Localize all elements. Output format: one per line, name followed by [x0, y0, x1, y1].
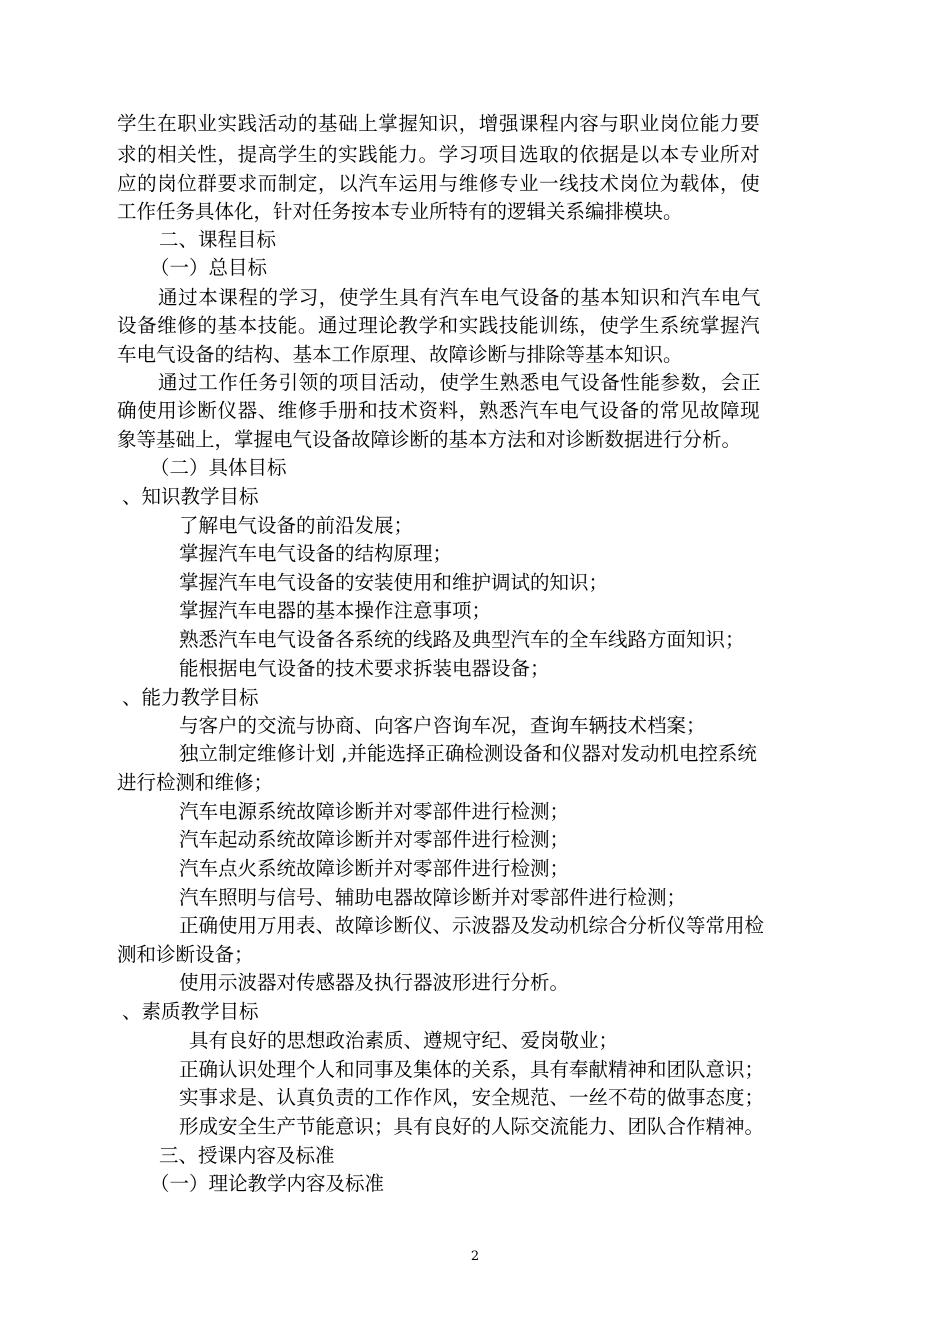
list-item: 形成安全生产节能意识；具有良好的人际交流能力、团队合作精神。: [179, 1115, 765, 1138]
list-item: 掌握汽车电气设备的安装使用和维护调试的知识；: [179, 571, 609, 594]
list-item: 了解电气设备的前沿发展；: [179, 514, 414, 537]
list-item: 与客户的交流与协商、向客户咨询车况，查询车辆技术档案；: [179, 714, 706, 737]
body-text-line: 通过本课程的学习，使学生具有汽车电气设备的基本知识和汽车电气: [158, 286, 762, 309]
section-heading: 三、授课内容及标准: [159, 1144, 335, 1167]
body-text-line: 象等基础上，掌握电气设备故障诊断的基本方法和对诊断数据进行分析。: [117, 428, 742, 451]
list-item: 掌握汽车电器的基本操作注意事项；: [179, 599, 492, 622]
body-text-line: 通过工作任务引领的项目活动，使学生熟悉电气设备性能参数，会正: [158, 371, 762, 394]
list-item: 进行检测和维修；: [117, 771, 274, 794]
page-number: 2: [470, 1249, 480, 1264]
list-item: 汽车照明与信号、辅助电器故障诊断并对零部件进行检测；: [179, 886, 687, 909]
list-item: 正确使用万用表、故障诊断仪、示波器及发动机综合分析仪等常用检: [179, 914, 765, 937]
list-item: 熟悉汽车电气设备各系统的线路及典型汽车的全车线路方面知识；: [179, 628, 745, 651]
list-item: 具有良好的思想政治素质、遵规守纪、爱岗敬业；: [189, 1029, 619, 1052]
body-text-line: 设备维修的基本技能。通过理论教学和实践技能训练，使学生系统掌握汽: [117, 314, 761, 337]
list-heading: 、能力教学目标: [122, 686, 259, 709]
subsection-heading: （一）总目标: [150, 256, 268, 279]
body-text-line: 工作任务具体化，针对任务按本专业所特有的逻辑关系编排模块。: [117, 200, 683, 223]
subsection-heading: （一）理论教学内容及标准: [150, 1172, 385, 1195]
list-item: 使用示波器对传感器及执行器波形进行分析。: [179, 971, 570, 994]
list-item: 实事求是、认真负责的工作作风，安全规范、一丝不苟的做事态度；: [179, 1086, 765, 1109]
body-text-line: 应的岗位群要求而制定，以汽车运用与维修专业一线技术岗位为载体，使: [117, 172, 761, 195]
body-text-line: 确使用诊断仪器、维修手册和技术资料，熟悉汽车电气设备的常见故障现: [117, 399, 761, 422]
list-item: 正确认识处理个人和同事及集体的关系，具有奉献精神和团队意识；: [179, 1058, 765, 1081]
list-item: 能根据电气设备的技术要求拆装电器设备；: [179, 657, 550, 680]
subsection-heading: （二）具体目标: [150, 456, 287, 479]
list-item: 汽车电源系统故障诊断并对零部件进行检测；: [179, 800, 570, 823]
list-heading: 、知识教学目标: [122, 485, 259, 508]
list-item: 测和诊断设备；: [117, 943, 254, 966]
list-item: 独立制定维修计划 ,并能选择正确检测设备和仪器对发动机电控系统: [179, 742, 757, 765]
section-heading: 二、课程目标: [159, 228, 277, 251]
list-item: 汽车点火系统故障诊断并对零部件进行检测；: [179, 857, 570, 880]
body-text-line: 车电气设备的结构、基本工作原理、故障诊断与排除等基本知识。: [117, 343, 683, 366]
list-item: 掌握汽车电气设备的结构原理；: [179, 542, 453, 565]
body-text-line: 求的相关性，提高学生的实践能力。学习项目选取的依据是以本专业所对: [117, 143, 761, 166]
list-item: 汽车起动系统故障诊断并对零部件进行检测；: [179, 828, 570, 851]
body-text-line: 学生在职业实践活动的基础上掌握知识，增强课程内容与职业岗位能力要: [117, 112, 761, 135]
list-heading: 、素质教学目标: [122, 1000, 259, 1023]
